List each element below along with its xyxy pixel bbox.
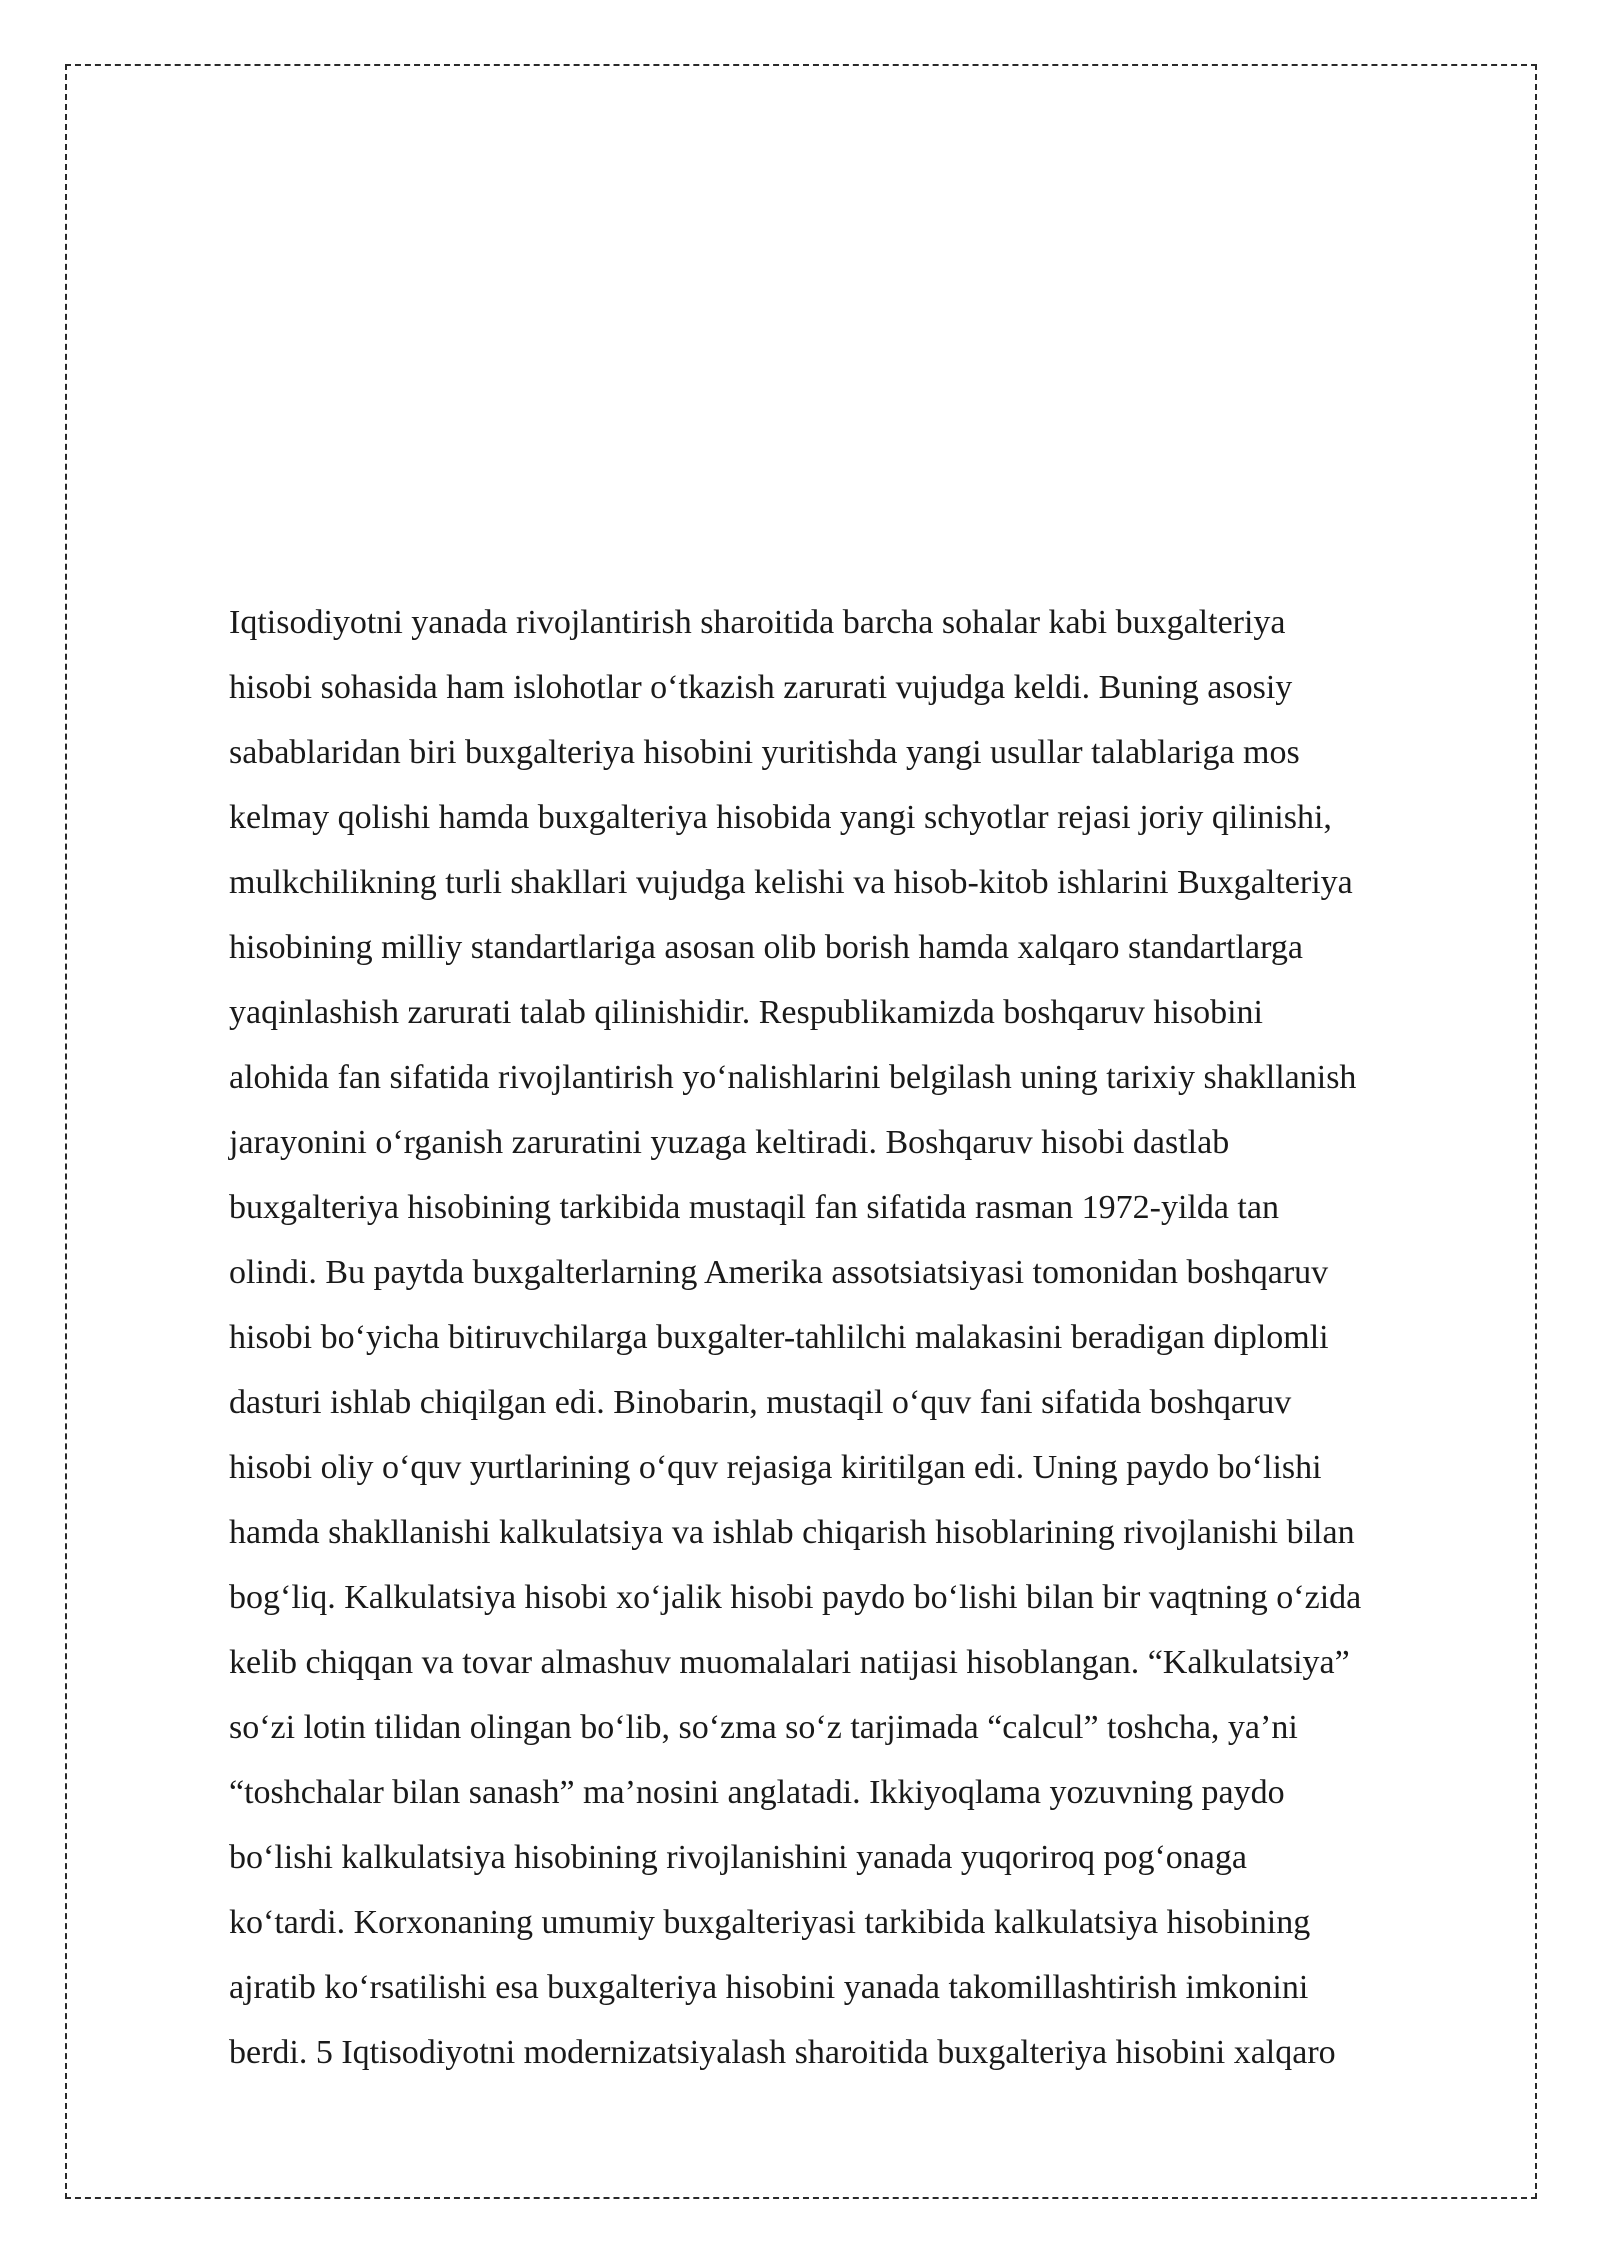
text-line: Iqtisodiyotni yanada rivojlantirish sharoitida barcha sohalar kabi buxgalteriya: [229, 604, 1286, 641]
text-line: ko‘tardi. Korxonaning umumiy buxgalteriyasi tarkibida kalkulatsiya hisobining: [229, 1904, 1311, 1941]
text-line: so‘zi lotin tilidan olingan bo‘lib, so‘zma so‘z tarjimada “calcul” toshcha, ya’ni: [229, 1709, 1298, 1746]
text-line: bog‘liq. Kalkulatsiya hisobi xo‘jalik hisobi paydo bo‘lishi bilan bir vaqtning o‘zida: [229, 1579, 1362, 1616]
text-line: jarayonini o‘rganish zaruratini yuzaga keltiradi. Boshqaruv hisobi dastlab: [229, 1124, 1230, 1161]
text-line: kelib chiqqan va tovar almashuv muomalalari natijasi hisoblangan. “Kalkulatsiya”: [229, 1644, 1350, 1681]
text-line: hisobi oliy o‘quv yurtlarining o‘quv rejasiga kiritilgan edi. Uning paydo bo‘lishi: [229, 1449, 1322, 1486]
text-line: olindi. Bu paytda buxgalterlarning Amerika assotsiatsiyasi tomonidan boshqaruv: [229, 1254, 1329, 1291]
body-paragraph: [229, 590, 1529, 2085]
text-line: bo‘lishi kalkulatsiya hisobining rivojlanishini yanada yuqoriroq pog‘onaga: [229, 1839, 1247, 1876]
text-line: hamda shakllanishi kalkulatsiya va ishlab chiqarish hisoblarining rivojlanishi bilan: [229, 1514, 1355, 1551]
text-line: alohida fan sifatida rivojlantirish yo‘nalishlarini belgilash uning tarixiy shakllanish: [229, 1059, 1357, 1096]
text-line: sabablaridan biri buxgalteriya hisobini yuritishda yangi usullar talablariga mos: [229, 734, 1300, 771]
text-line: yaqinlashish zarurati talab qilinishidir. Respublikamizda boshqaruv hisobini: [229, 994, 1263, 1031]
text-line: “toshchalar bilan sanash” ma’nosini anglatadi. Ikkiyoqlama yozuvning paydo: [229, 1774, 1285, 1811]
text-line: hisobining milliy standartlariga asosan olib borish hamda xalqaro standartlarga: [229, 929, 1303, 966]
text-line: hisobi bo‘yicha bitiruvchilarga buxgalter-tahlilchi malakasini beradigan diplomli: [229, 1319, 1329, 1356]
text-line: ajratib ko‘rsatilishi esa buxgalteriya hisobini yanada takomillashtirish imkonini: [229, 1969, 1309, 2006]
text-line: mulkchilikning turli shakllari vujudga kelishi va hisob-kitob ishlarini Buxgalteriya: [229, 864, 1353, 901]
text-line: hisobi sohasida ham islohotlar o‘tkazish zarurati vujudga keldi. Buning asosiy: [229, 669, 1293, 706]
text-line: buxgalteriya hisobining tarkibida mustaqil fan sifatida rasman 1972-yilda tan: [229, 1189, 1279, 1226]
text-line: berdi. 5 Iqtisodiyotni modernizatsiyalash sharoitida buxgalteriya hisobini xalqaro: [229, 2034, 1336, 2071]
text-line: kelmay qolishi hamda buxgalteriya hisobida yangi schyotlar rejasi joriy qilinishi,: [229, 799, 1332, 836]
text-line: dasturi ishlab chiqilgan edi. Binobarin, mustaqil o‘quv fani sifatida boshqaruv: [229, 1384, 1292, 1421]
